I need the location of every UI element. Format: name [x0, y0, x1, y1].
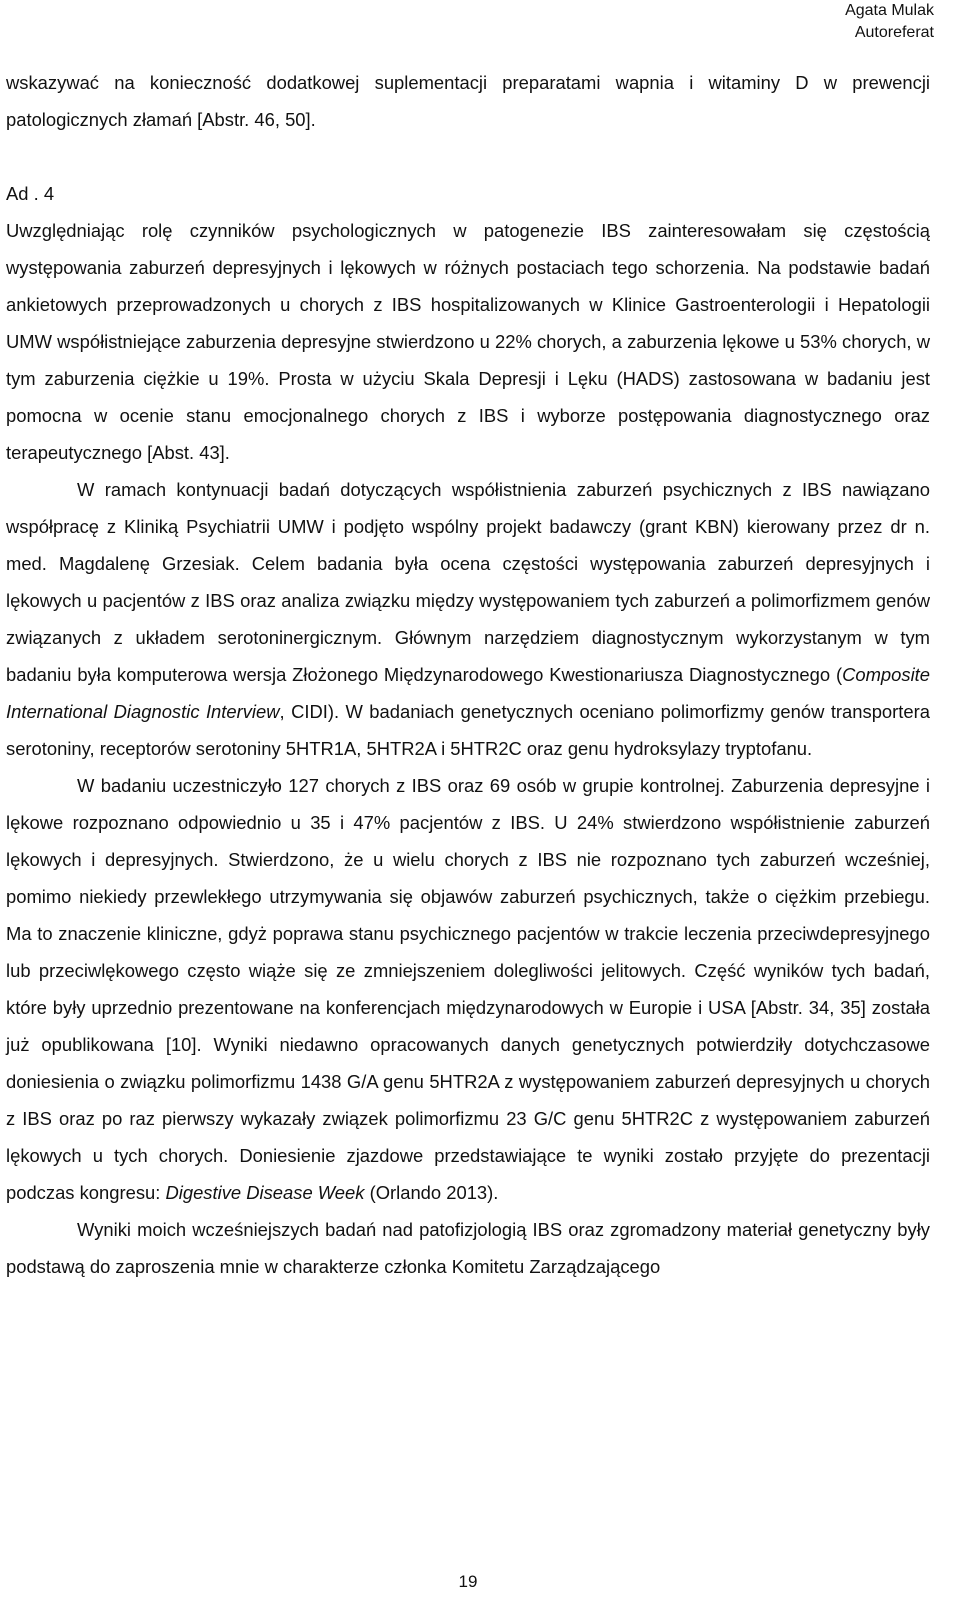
italic-term: Digestive Disease Week [165, 1182, 365, 1203]
header-doc-type: Autoreferat [854, 24, 934, 41]
paragraph-psychological-factors [6, 212, 930, 471]
paragraph-continuation: wskazywać na konieczność dodatkowej suplementacji preparatami wapnia i witaminy D w prewencji patologicznych złamań [Abstr. 46, 50]. [6, 72, 930, 130]
section-label: Ad . 4 [6, 183, 55, 204]
running-header [845, 0, 934, 44]
paragraph-text: W ramach kontynuacji badań dotyczących współistnienia zaburzeń psychicznych z IBS nawiązano współpracę z Kliniką Psychiatrii UMW i podjęto wspólny projekt badawczy (grant KBN) kierowany przez dr n. med. Magdalenę Grzesiak. Celem badania była ocena częstości występowania zaburzeń depresyjnych i lękowych u pacjentów z IBS oraz analiza związku między występowaniem tych zaburzeń a polimorfizmem genów związanych z układem serotoninergicznym. Głównym narzędziem diagnostycznym wykorzystanym w tym badaniu była komputerowa wersja Złożonego Międzynarodowego Kwestionariusza Diagnostycznego ( [6, 479, 930, 685]
header-author: Agata Mulak [845, 2, 934, 19]
paragraph-text: , CIDI). W badaniach genetycznych oceniano polimorfizmy genów transportera serotoniny, receptorów serotoniny 5HTR1A, 5HTR2A i 5HTR2C oraz genu hydroksylazy tryptofanu. [6, 701, 930, 759]
italic-term: Composite International Diagnostic Interview [6, 664, 930, 722]
paragraph-psychiatry-collaboration [6, 471, 930, 767]
paragraph-text: (Orlando 2013). [364, 1182, 499, 1203]
paragraph-committee: Wyniki moich wcześniejszych badań nad patofizjologią IBS oraz zgromadzony materiał genetyczny były podstawą do zaproszenia mnie w charakterze członka Komitetu Zarządzającego [6, 1219, 930, 1277]
paragraph-text: W badaniu uczestniczyło 127 chorych z IBS oraz 69 osób w grupie kontrolnej. Zaburzenia depresyjne i lękowe rozpoznano odpowiednio u 35 i 47% pacjentów z IBS. U 24% stwierdzono współistnienie zaburzeń lękowych i depresyjnych. Stwierdzono, że u wielu chorych z IBS nie rozpoznano tych zaburzeń wcześniej, pomimo niekiedy przewlekłego utrzymywania się objawów zaburzeń psychicznych, także o ciężkim przebiegu. Ma to znaczenie kliniczne, gdyż poprawa stanu psychicznego pacjentów w trakcie leczenia przeciwdepresyjnego lub przeciwlękowego często wiąże się ze zmniejszeniem dolegliwości jelitowych. Część wyników tych badań, które były uprzednio prezentowane na konferencjach międzynarodowych w Europie i USA [Abstr. 34, 35] została już opublikowana [10]. Wyniki niedawno opracowanych danych genetycznych potwierdziły dotychczasowe doniesienia o związku polimorfizmu 1438 G/A genu 5HTR2A z występowaniem zaburzeń depresyjnych u chorych z IBS oraz po raz pierwszy wykazały związek polimorfizmu 23 G/C genu 5HTR2C z występowaniem zaburzeń lękowych u tych chorych. Doniesienie zjazdowe przedstawiające te wyniki zostało przyjęte do prezentacji podczas kongresu: [6, 775, 930, 1203]
paragraph-study-results [6, 767, 930, 1211]
document-body [6, 64, 930, 1285]
page-number: 19 [458, 1572, 478, 1591]
paragraph-text: Uwzględniając rolę czynników psychologicznych w patogenezie IBS zainteresowałam się częstością występowania zaburzeń depresyjnych i lękowych w różnych postaciach tego schorzenia. Na podstawie badań ankietowych przeprowadzonych u chorych z IBS hospitalizowanych w Klinice Gastroenterologii i Hepatologii UMW współistniejące zaburzenia depresyjne stwierdzono u 22% chorych, a zaburzenia lękowe u 53% chorych, w tym zaburzenia ciężkie u 19%. Prosta w użyciu Skala Depresji i Lęku (HADS) zastosowana w badaniu jest pomocna w ocenie stanu emocjonalnego chorych z IBS i wyborze postępowania diagnostycznego oraz terapeutycznego [Abst. 43]. [6, 220, 930, 463]
